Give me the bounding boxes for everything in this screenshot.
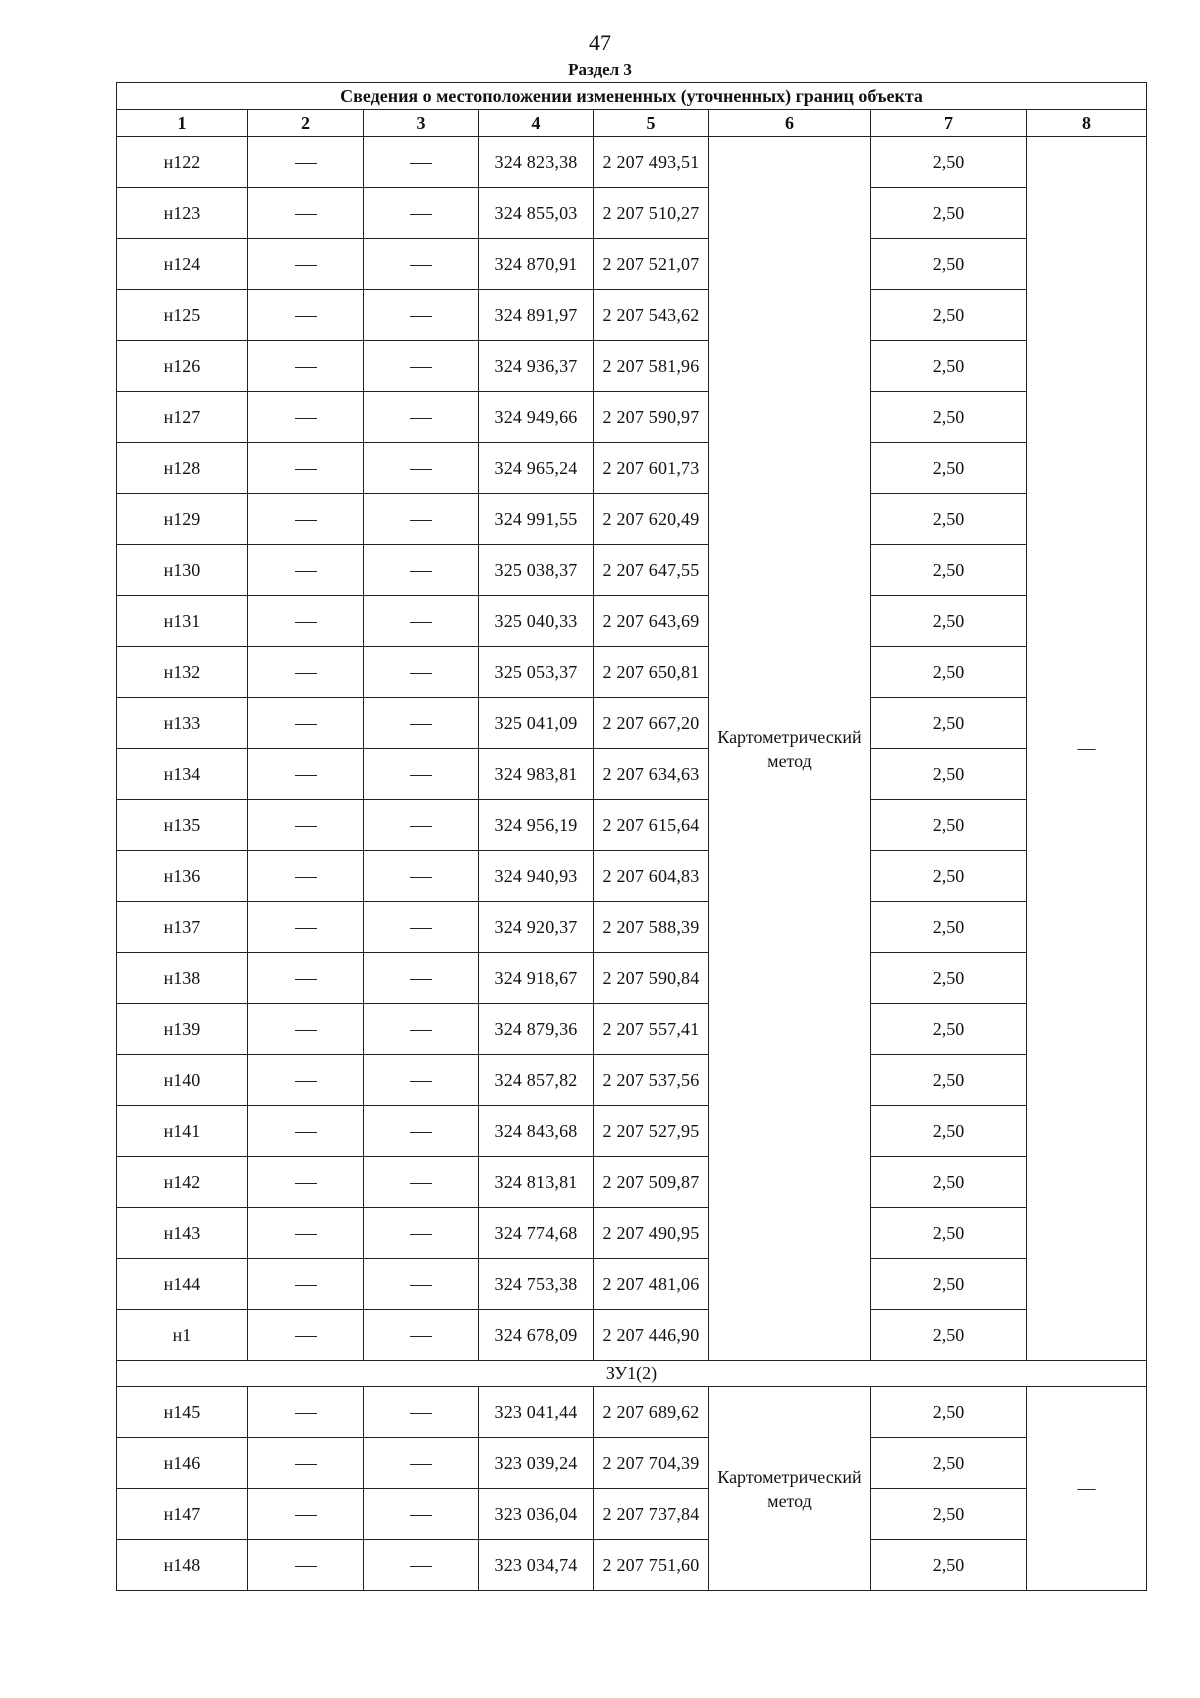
empty-value-cell [248,1157,364,1208]
column-number-row [117,110,1147,137]
accuracy-cell: 2,50 [871,137,1027,188]
coord-x-cell: 324 879,36 [479,1004,594,1055]
coord-y-cell: 2 207 490,95 [594,1208,709,1259]
coord-x-cell: 323 034,74 [479,1540,594,1591]
boundary-table [116,82,1147,1591]
coord-y-cell: 2 207 446,90 [594,1310,709,1361]
dash-mark [410,316,432,317]
coord-x-cell: 323 036,04 [479,1489,594,1540]
dash-mark [410,775,432,776]
empty-value-cell [248,1004,364,1055]
accuracy-cell: 2,50 [871,1208,1027,1259]
dash-mark [295,163,317,164]
coord-y-cell: 2 207 689,62 [594,1387,709,1438]
table-row [117,545,1147,596]
table-row [117,1438,1147,1489]
empty-value-cell [248,1387,364,1438]
empty-value-cell [248,647,364,698]
empty-value-cell [364,290,479,341]
coord-x-cell: 325 053,37 [479,647,594,698]
dash-mark [410,418,432,419]
empty-value-cell [364,1157,479,1208]
table-row [117,1004,1147,1055]
dash-mark [295,1515,317,1516]
empty-value-cell [364,239,479,290]
empty-value-cell [248,596,364,647]
coord-y-cell: 2 207 588,39 [594,902,709,953]
coord-x-cell: 324 870,91 [479,239,594,290]
point-name-cell: н123 [117,188,248,239]
dash-mark [295,520,317,521]
coord-x-cell: 324 965,24 [479,443,594,494]
accuracy-cell: 2,50 [871,443,1027,494]
point-name-cell: н122 [117,137,248,188]
empty-value-cell [364,188,479,239]
coord-y-cell: 2 207 537,56 [594,1055,709,1106]
coord-x-cell: 325 041,09 [479,698,594,749]
coord-y-cell: 2 207 634,63 [594,749,709,800]
empty-value-cell [364,698,479,749]
accuracy-cell: 2,50 [871,1540,1027,1591]
column-number: 5 [594,110,709,137]
coord-x-cell: 324 753,38 [479,1259,594,1310]
point-name-cell: н133 [117,698,248,749]
table-row [117,1540,1147,1591]
dash-mark [295,571,317,572]
empty-value-cell [248,1259,364,1310]
accuracy-cell: 2,50 [871,290,1027,341]
dash-mark [410,1030,432,1031]
column-number: 8 [1027,110,1147,137]
table-row [117,239,1147,290]
empty-value-cell [248,953,364,1004]
empty-value-cell [248,698,364,749]
point-name-cell: н141 [117,1106,248,1157]
empty-value-cell [364,647,479,698]
dash-mark [410,163,432,164]
empty-value-cell [248,137,364,188]
dash-mark [295,826,317,827]
coord-x-cell: 324 918,67 [479,953,594,1004]
dash-mark [295,673,317,674]
dash-mark [410,979,432,980]
coord-y-cell: 2 207 615,64 [594,800,709,851]
dash-mark [410,367,432,368]
dash-mark [410,1413,432,1414]
empty-value-cell [364,1489,479,1540]
table-caption: Сведения о местоположении измененных (уточненных) границ объекта [117,83,1147,110]
empty-value-cell [248,239,364,290]
table-row [117,1489,1147,1540]
empty-value-cell [248,494,364,545]
dash-mark [410,1081,432,1082]
dash-mark [295,928,317,929]
dash-mark [295,1081,317,1082]
dash-mark [410,673,432,674]
table-row [117,443,1147,494]
dash-mark [410,469,432,470]
table-row [117,188,1147,239]
dash-mark [295,1566,317,1567]
empty-value-cell [364,1106,479,1157]
coord-x-cell: 324 678,09 [479,1310,594,1361]
coord-y-cell: 2 207 493,51 [594,137,709,188]
dash-mark [295,367,317,368]
coord-y-cell: 2 207 510,27 [594,188,709,239]
table-row [117,953,1147,1004]
coord-y-cell: 2 207 620,49 [594,494,709,545]
dash-mark [295,877,317,878]
empty-value-cell [364,1208,479,1259]
accuracy-cell: 2,50 [871,698,1027,749]
point-name-cell: н129 [117,494,248,545]
accuracy-cell: 2,50 [871,1259,1027,1310]
table-row [117,1106,1147,1157]
table-row [117,290,1147,341]
point-name-cell: н143 [117,1208,248,1259]
accuracy-cell: 2,50 [871,341,1027,392]
table-row [117,137,1147,188]
coord-y-cell: 2 207 521,07 [594,239,709,290]
point-name-cell: н127 [117,392,248,443]
empty-value-cell [248,1055,364,1106]
coord-x-cell: 323 039,24 [479,1438,594,1489]
empty-value-cell [248,545,364,596]
coord-x-cell: 325 040,33 [479,596,594,647]
column-number: 7 [871,110,1027,137]
column8-cell: — [1027,137,1147,1361]
dash-mark [410,1336,432,1337]
coord-y-cell: 2 207 543,62 [594,290,709,341]
coord-y-cell: 2 207 527,95 [594,1106,709,1157]
table-row [117,1208,1147,1259]
point-name-cell: н128 [117,443,248,494]
empty-value-cell [364,341,479,392]
accuracy-cell: 2,50 [871,494,1027,545]
dash-mark [295,1030,317,1031]
empty-value-cell [248,851,364,902]
table-row [117,1310,1147,1361]
table-row [117,1259,1147,1310]
point-name-cell: н134 [117,749,248,800]
dash-mark [410,265,432,266]
dash-mark [295,469,317,470]
coord-x-cell: 324 991,55 [479,494,594,545]
table-row [117,596,1147,647]
empty-value-cell [248,290,364,341]
coord-y-cell: 2 207 604,83 [594,851,709,902]
coord-x-cell: 324 949,66 [479,392,594,443]
point-name-cell: н1 [117,1310,248,1361]
point-name-cell: н138 [117,953,248,1004]
accuracy-cell: 2,50 [871,188,1027,239]
accuracy-cell: 2,50 [871,902,1027,953]
table-row [117,1387,1147,1438]
coord-x-cell: 324 857,82 [479,1055,594,1106]
empty-value-cell [364,1438,479,1489]
dash-mark [295,1285,317,1286]
coord-y-cell: 2 207 737,84 [594,1489,709,1540]
coord-y-cell: 2 207 647,55 [594,545,709,596]
empty-value-cell [248,1208,364,1259]
dash-mark [410,1566,432,1567]
dash-mark [410,877,432,878]
coord-y-cell: 2 207 509,87 [594,1157,709,1208]
accuracy-cell: 2,50 [871,953,1027,1004]
column-number: 6 [709,110,871,137]
point-name-cell: н139 [117,1004,248,1055]
table-row [117,1055,1147,1106]
dash-mark [295,979,317,980]
dash-mark [295,1413,317,1414]
point-name-cell: н124 [117,239,248,290]
dash-mark [295,214,317,215]
accuracy-cell: 2,50 [871,1106,1027,1157]
table-row [117,494,1147,545]
point-name-cell: н126 [117,341,248,392]
column-number: 4 [479,110,594,137]
accuracy-cell: 2,50 [871,1438,1027,1489]
table-row [117,698,1147,749]
coord-x-cell: 324 940,93 [479,851,594,902]
dash-mark [410,928,432,929]
dash-mark [295,1234,317,1235]
coord-x-cell: 324 813,81 [479,1157,594,1208]
dash-mark [295,775,317,776]
coord-y-cell: 2 207 650,81 [594,647,709,698]
empty-value-cell [364,902,479,953]
empty-value-cell [364,392,479,443]
coord-y-cell: 2 207 581,96 [594,341,709,392]
accuracy-cell: 2,50 [871,239,1027,290]
accuracy-cell: 2,50 [871,1157,1027,1208]
table-row [117,902,1147,953]
dash-mark [410,724,432,725]
empty-value-cell [364,800,479,851]
accuracy-cell: 2,50 [871,800,1027,851]
accuracy-cell: 2,50 [871,1310,1027,1361]
coord-y-cell: 2 207 667,20 [594,698,709,749]
accuracy-cell: 2,50 [871,647,1027,698]
point-name-cell: н148 [117,1540,248,1591]
table-row [117,749,1147,800]
page-number: 47 [589,30,611,55]
empty-value-cell [364,1004,479,1055]
empty-value-cell [248,341,364,392]
dash-mark [295,316,317,317]
dash-mark [410,1285,432,1286]
empty-value-cell [248,443,364,494]
coord-x-cell: 324 843,68 [479,1106,594,1157]
empty-value-cell [248,1310,364,1361]
coord-y-cell: 2 207 751,60 [594,1540,709,1591]
section-title: Раздел 3 [568,60,632,79]
dash-mark [410,1234,432,1235]
empty-value-cell [364,1310,479,1361]
dash-mark [295,1132,317,1133]
dash-mark [295,1336,317,1337]
coord-x-cell: 324 774,68 [479,1208,594,1259]
accuracy-cell: 2,50 [871,596,1027,647]
empty-value-cell [248,800,364,851]
dash-mark [295,265,317,266]
coord-x-cell: 324 956,19 [479,800,594,851]
coord-x-cell: 324 891,97 [479,290,594,341]
empty-value-cell [364,1259,479,1310]
empty-value-cell [248,1438,364,1489]
point-name-cell: н144 [117,1259,248,1310]
point-name-cell: н132 [117,647,248,698]
table-row [117,392,1147,443]
point-name-cell: н142 [117,1157,248,1208]
column-number: 2 [248,110,364,137]
dash-mark [410,1132,432,1133]
empty-value-cell [248,1489,364,1540]
empty-value-cell [364,749,479,800]
group-label-row [117,1361,1147,1387]
table-caption-row [117,83,1147,110]
point-name-cell: н137 [117,902,248,953]
method-cell: Картометрический метод [709,1387,871,1591]
empty-value-cell [248,188,364,239]
accuracy-cell: 2,50 [871,1004,1027,1055]
coord-y-cell: 2 207 643,69 [594,596,709,647]
coord-y-cell: 2 207 557,41 [594,1004,709,1055]
dash-mark [295,724,317,725]
coord-y-cell: 2 207 704,39 [594,1438,709,1489]
empty-value-cell [364,545,479,596]
table-row [117,851,1147,902]
dash-mark [410,622,432,623]
empty-value-cell [248,1106,364,1157]
empty-value-cell [248,392,364,443]
coord-x-cell: 324 983,81 [479,749,594,800]
point-name-cell: н136 [117,851,248,902]
empty-value-cell [248,749,364,800]
empty-value-cell [364,596,479,647]
empty-value-cell [364,494,479,545]
dash-mark [410,1183,432,1184]
coord-y-cell: 2 207 590,97 [594,392,709,443]
empty-value-cell [364,953,479,1004]
coord-x-cell: 324 855,03 [479,188,594,239]
point-name-cell: н135 [117,800,248,851]
coord-y-cell: 2 207 590,84 [594,953,709,1004]
column-number: 1 [117,110,248,137]
empty-value-cell [364,851,479,902]
point-name-cell: н125 [117,290,248,341]
empty-value-cell [364,443,479,494]
coord-x-cell: 324 936,37 [479,341,594,392]
empty-value-cell [364,1387,479,1438]
point-name-cell: н146 [117,1438,248,1489]
column-number: 3 [364,110,479,137]
point-name-cell: н147 [117,1489,248,1540]
dash-mark [410,571,432,572]
accuracy-cell: 2,50 [871,545,1027,596]
dash-mark [295,418,317,419]
coord-x-cell: 325 038,37 [479,545,594,596]
method-cell: Картометрический метод [709,137,871,1361]
table-row [117,800,1147,851]
accuracy-cell: 2,50 [871,1387,1027,1438]
table-row [117,341,1147,392]
group-label: ЗУ1(2) [117,1361,1147,1387]
empty-value-cell [364,1055,479,1106]
dash-mark [295,622,317,623]
dash-mark [295,1183,317,1184]
accuracy-cell: 2,50 [871,1489,1027,1540]
accuracy-cell: 2,50 [871,851,1027,902]
accuracy-cell: 2,50 [871,1055,1027,1106]
accuracy-cell: 2,50 [871,392,1027,443]
coord-y-cell: 2 207 601,73 [594,443,709,494]
coord-x-cell: 323 041,44 [479,1387,594,1438]
empty-value-cell [248,1540,364,1591]
point-name-cell: н145 [117,1387,248,1438]
dash-mark [410,826,432,827]
coord-y-cell: 2 207 481,06 [594,1259,709,1310]
dash-mark [295,1464,317,1465]
empty-value-cell [364,137,479,188]
dash-mark [410,1515,432,1516]
point-name-cell: н140 [117,1055,248,1106]
point-name-cell: н131 [117,596,248,647]
column8-cell: — [1027,1387,1147,1591]
empty-value-cell [364,1540,479,1591]
coord-x-cell: 324 823,38 [479,137,594,188]
empty-value-cell [248,902,364,953]
coord-x-cell: 324 920,37 [479,902,594,953]
dash-mark [410,214,432,215]
table-row [117,1157,1147,1208]
dash-mark [410,520,432,521]
table-row [117,647,1147,698]
accuracy-cell: 2,50 [871,749,1027,800]
point-name-cell: н130 [117,545,248,596]
dash-mark [410,1464,432,1465]
